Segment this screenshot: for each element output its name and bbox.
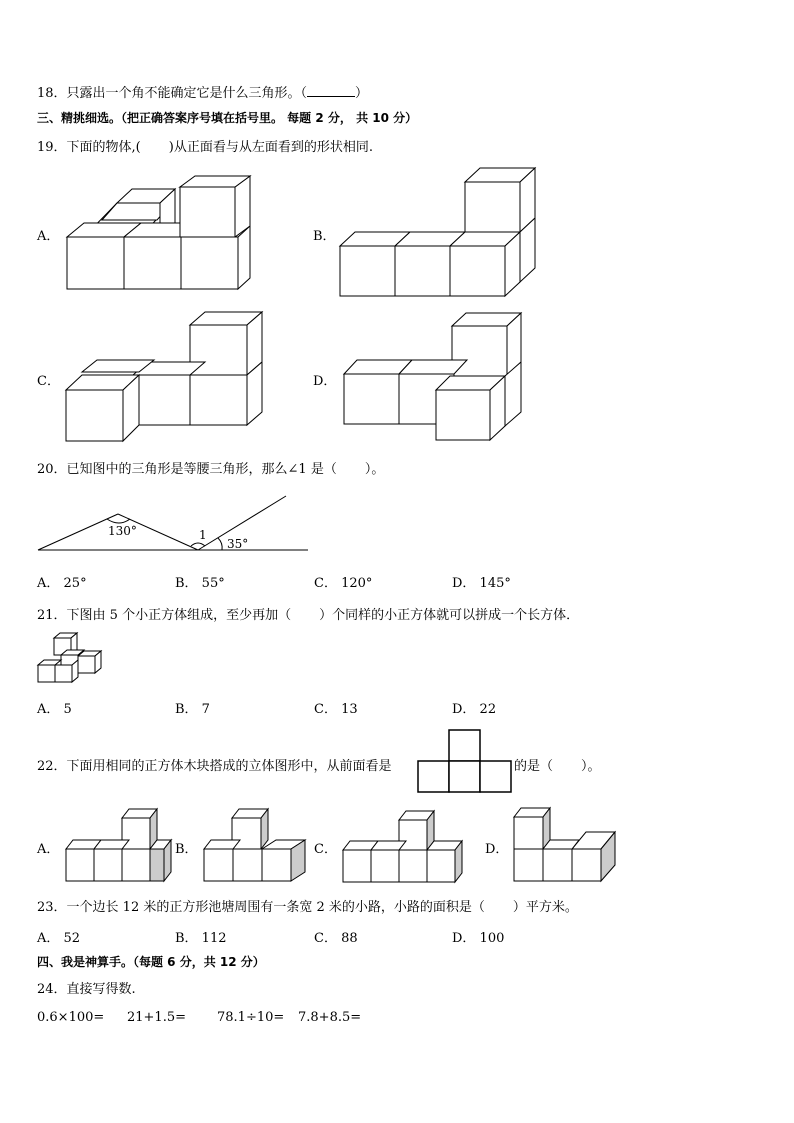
question-19: 19．下面的物体,( )从正面看与从左面看到的形状相同.: [37, 140, 373, 155]
q19-label-d: D．: [313, 374, 337, 389]
q20-triangle-figure: [36, 490, 311, 560]
question-22-tail: 的是（ ）。: [514, 759, 601, 774]
q21-option-a[interactable]: A． 5: [37, 702, 72, 717]
q22-figure-a: [64, 805, 174, 885]
q24-expr-4: 7.8+8.5=: [298, 1010, 362, 1025]
q22-front-view-figure: [416, 728, 514, 794]
question-23: 23．一个边长 12 米的正方形池塘周围有一条宽 2 米的小路，小路的面积是（ ）平方米。: [37, 900, 578, 915]
q22-figure-c: [341, 808, 471, 886]
q20-angle-right-label: 35°: [227, 537, 249, 551]
question-21: 21．下图由 5 个小正方体组成，至少再加（ ）个同样的小正方体就可以拼成一个长方体．: [37, 608, 580, 623]
q19-figure-a: [62, 173, 257, 293]
answer-blank[interactable]: [307, 85, 355, 97]
q23-option-a[interactable]: A． 52: [37, 931, 81, 946]
q22-label-c: C．: [314, 842, 337, 857]
q22-figure-b: [202, 805, 312, 885]
q23-option-b[interactable]: B． 112: [175, 931, 227, 946]
q19-figure-b: [338, 165, 538, 300]
q23-option-d[interactable]: D． 100: [452, 931, 505, 946]
q20-option-a[interactable]: A． 25°: [37, 576, 87, 591]
q19-label-b: B．: [313, 229, 336, 244]
q22-figure-d: [512, 805, 622, 885]
q24-expr-1: 0.6×100=: [37, 1010, 105, 1025]
q19-figure-d: [342, 310, 527, 445]
q19-label-a: A．: [37, 229, 60, 244]
q20-option-b[interactable]: B． 55°: [175, 576, 225, 591]
q24-expr-3: 78.1÷10=: [217, 1010, 285, 1025]
q22-label-b: B．: [175, 842, 198, 857]
q20-option-c[interactable]: C． 120°: [314, 576, 373, 591]
q22-label-d: D．: [485, 842, 509, 857]
section-3-title: 三、精挑细选。（把正确答案序号填在括号里。 每题 2 分， 共 10 分）: [37, 111, 418, 125]
q19-label-c: C．: [37, 374, 60, 389]
q22-label-a: A．: [37, 842, 60, 857]
q21-cubes-figure: [36, 632, 101, 684]
q20-option-d[interactable]: D． 145°: [452, 576, 511, 591]
q21-option-c[interactable]: C． 13: [314, 702, 358, 717]
question-20: 20．已知图中的三角形是等腰三角形，那么∠1 是（ ）。: [37, 462, 385, 477]
q20-angle-1-label: 1: [199, 528, 207, 542]
q20-angle-top-label: 130°: [108, 524, 137, 538]
q19-figure-c: [62, 310, 267, 445]
q21-option-b[interactable]: B． 7: [175, 702, 210, 717]
question-24: 24．直接写得数.: [37, 982, 136, 997]
q23-option-c[interactable]: C． 88: [314, 931, 358, 946]
section-4-title: 四、我是神算手。（每题 6 分，共 12 分）: [37, 955, 265, 969]
question-22: 22．下面用相同的正方体木块搭成的立体图形中，从前面看是: [37, 759, 392, 774]
q24-expr-2: 21+1.5=: [127, 1010, 187, 1025]
q21-option-d[interactable]: D． 22: [452, 702, 497, 717]
question-18: 18．只露出一个角不能确定它是什么三角形。（ ）: [37, 86, 369, 101]
